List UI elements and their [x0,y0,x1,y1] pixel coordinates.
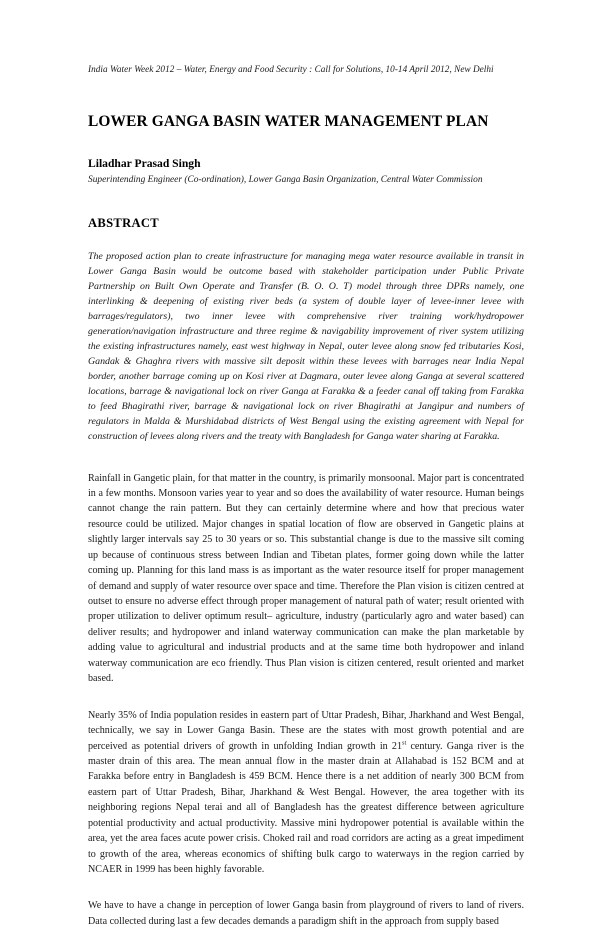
page-title: LOWER GANGA BASIN WATER MANAGEMENT PLAN [88,112,489,130]
conference-header: India Water Week 2012 – Water, Energy and Food Security : Call for Solutions, 10-14 April 2012, New Delhi [88,64,494,74]
body-paragraph-population [88,708,524,878]
abstract-heading: ABSTRACT [88,215,159,230]
body-paragraph-rainfall: Rainfall in Gangetic plain, for that matter in the country, is primarily monsoonal. Major part is concentrated in a few months. Monsoon varies year to year and so does the availability of water resource. Human beings cannot change the rain pattern. But they can certainly determine where and how that precious water resource could be utilized. Major changes in spatial location of flow are observed in Gangetic plains at slightly larger intervals say 25 to 30 years or so. This substantial change is due to the massive silt coming up because of continuous stress between Indian and Tibetan plates, former going down while the latter coming up. Planning for this land mass is as important as the water resource itself for proper management of demand and supply of water resource over space and time. Therefore the Plan vision is citizen centred at outset to ensure no adverse effect through proper management of natural path of water; result oriented with proper utilization to deliver optimum result– agriculture, industry (particularly agro and water based) can deliver results; and hydropower and inland waterway communication can make the plan marketable by adding value to agricultural and industrial products and at the same time both hydropower and inland waterway communication are eco friendly. Thus Plan vision is citizen centered, result oriented and market based. [88,472,524,685]
paragraph-text-segment-before: Nearly 35% of India population resides in eastern part of Uttar Pradesh, Bihar, Jharkhand and West Bengal, technically, we say in Lower Ganga Basin. These are the states with most growth potential and are perceived as potential drivers of growth in unfolding Indian growth in 21 [88,709,524,752]
author-affiliation: Superintending Engineer (Co-ordination), Lower Ganga Basin Organization, Central Water Commission [88,174,483,185]
abstract-text: The proposed action plan to create infrastructure for managing mega water resource available in transit in Lower Ganga Basin would be outcome based with stakeholder participation under Public Private Partnership on Built Own Operate and Transfer (B. O. O. T) model through three DPRs namely, one interlinking & deepening of existing river beds (a system of double layer of levee-inner levee with barrages/regulators), two inner levee with comprehensive river training work/hydropower generation/navigation infrastructure and three regime & navigability improvement of river system utilizing the existing infrastructures namely, east west highway in Nepal, outer levee along snow fed tributaries Kosi, Gandak & Ghaghra rivers with massive silt deposit within these levees with barrages near India Nepal border, another barrage coming up on Kosi river at Dagmara, outer levee along Ganga at several scattered locations, barrage & navigational lock on river Ganga at Farakka & a feeder canal off taking from Farakka to feed Bhagirathi river, barrage & navigational lock on river Bhagirathi at Jangipur and numbers of regulators in Malda & Murshidabad districts of West Bengal using the existing agreement with Nepal for construction of levees along rivers and the treaty with Bangladesh for Ganga water sharing at Farakka. [88,250,524,443]
paragraph-text-segment-after: century. Ganga river is the master drain of this area. The mean annual flow in the master drain at Allahabad is 152 BCM and at Farakka before entry in Bangladesh is 459 BCM. Hence there is a net addition of nearly 300 BCM from eastern part of Uttar Pradesh, Bihar, Jharkhand & West Bengal. However, the area together with its neighboring regions Nepal terai and all of Bangladesh has the greatest difference between agriculture potential productivity and actual productivity. Massive mini hydropower potential is available within the area, yet the area faces acute power crisis. Choked rail and road corridors are acting as a great impediment to growth of the area, whereas economics of shifting bulk cargo to waterways in the region carried by NCAER in 1999 has been highly favorable. [88,740,524,876]
author-name: Liladhar Prasad Singh [88,157,201,171]
body-paragraph-perception: We have to have a change in perception of lower Ganga basin from playground of rivers to land of rivers. Data collected during last a few decades demands a paradigm shift in the approach from supply based [88,900,524,927]
ordinal-superscript: st [402,739,407,747]
